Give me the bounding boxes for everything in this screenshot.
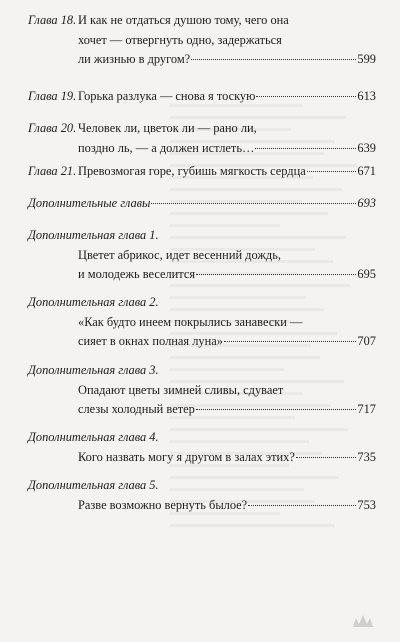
toc-entry-chapter-20 <box>28 119 376 158</box>
toc-entry-additional-chapters <box>28 194 376 214</box>
chapter-title-line: Цветет абрикос, идет весенний дождь, <box>78 247 281 262</box>
page-number: 753 <box>357 497 376 512</box>
toc-entry-additional-4 <box>28 428 376 467</box>
dot-leader <box>191 58 356 60</box>
chapter-title-line: ли жизнью в другом? <box>78 52 191 66</box>
dot-leader <box>307 170 357 172</box>
chapter-label: Дополнительная глава 1. <box>28 228 159 242</box>
chapter-title-line: Разве возможно вернуть былое? <box>78 497 248 512</box>
chapter-label: Глава 18. <box>28 13 77 27</box>
chapter-label: Глава 20. <box>28 121 77 135</box>
dot-leader <box>255 147 356 149</box>
chapter-label: Дополнительная глава 3. <box>28 363 159 377</box>
page-number: 735 <box>357 449 376 464</box>
section-label: Дополнительные главы <box>28 196 151 210</box>
toc-entry-chapter-18 <box>28 11 376 70</box>
chapter-title-line: Горька разлука — снова я тоскую <box>78 89 256 103</box>
chapter-label: Глава 19. <box>28 89 77 103</box>
chapter-title-line: Кого назвать могу я другом в залах этих? <box>78 449 295 464</box>
toc-entry-chapter-21 <box>28 162 376 182</box>
chapter-title-line: слезы холодный ветер <box>78 402 195 416</box>
toc-entry-chapter-19 <box>28 87 376 107</box>
page-number: 707 <box>357 334 376 348</box>
page-number: 693 <box>357 196 376 210</box>
chapter-title-line: Превозмогая горе, губишь мягкость сердца <box>78 164 306 178</box>
toc-entry-additional-3 <box>28 361 376 420</box>
chapter-label: Дополнительная глава 4. <box>28 430 159 444</box>
chapter-title-line: поздно ль, — а должен истлеть… <box>78 140 255 155</box>
dot-leader <box>248 504 356 506</box>
chapter-title-line: сияет в окнах полная луна» <box>78 334 223 348</box>
toc-entry-additional-1 <box>28 226 376 285</box>
chapter-label: Дополнительная глава 2. <box>28 295 159 309</box>
dot-leader <box>196 408 357 410</box>
toc-entry-additional-5 <box>28 476 376 515</box>
dot-leader <box>196 273 356 275</box>
chapter-title-line: Опадают цветы зимней сливы, сдувает <box>78 382 284 397</box>
chapter-label: Дополнительная глава 5. <box>28 478 159 492</box>
page-number: 613 <box>357 89 376 103</box>
chapter-title-line: «Как будто инеем покрылись занавески — <box>78 314 303 329</box>
chapter-title-line: и молодежь веселится <box>78 267 196 281</box>
page-number: 639 <box>357 140 376 155</box>
publisher-logo-icon <box>352 612 374 628</box>
dot-leader <box>256 95 356 97</box>
toc-entry-additional-2 <box>28 293 376 352</box>
page-number: 695 <box>357 267 376 281</box>
dot-leader <box>296 456 357 458</box>
dot-leader <box>224 340 357 342</box>
chapter-title-line: хочет — отвергнуть одно, задержаться <box>78 32 282 47</box>
chapter-label: Глава 21. <box>28 164 77 178</box>
page-number: 599 <box>357 52 376 66</box>
chapter-title-line: И как не отдаться душою тому, чего она <box>78 13 289 27</box>
dot-leader <box>151 202 356 204</box>
page-number: 717 <box>357 402 376 416</box>
chapter-title-line: Человек ли, цветок ли — рано ли, <box>78 121 257 135</box>
page-number: 671 <box>357 164 376 178</box>
